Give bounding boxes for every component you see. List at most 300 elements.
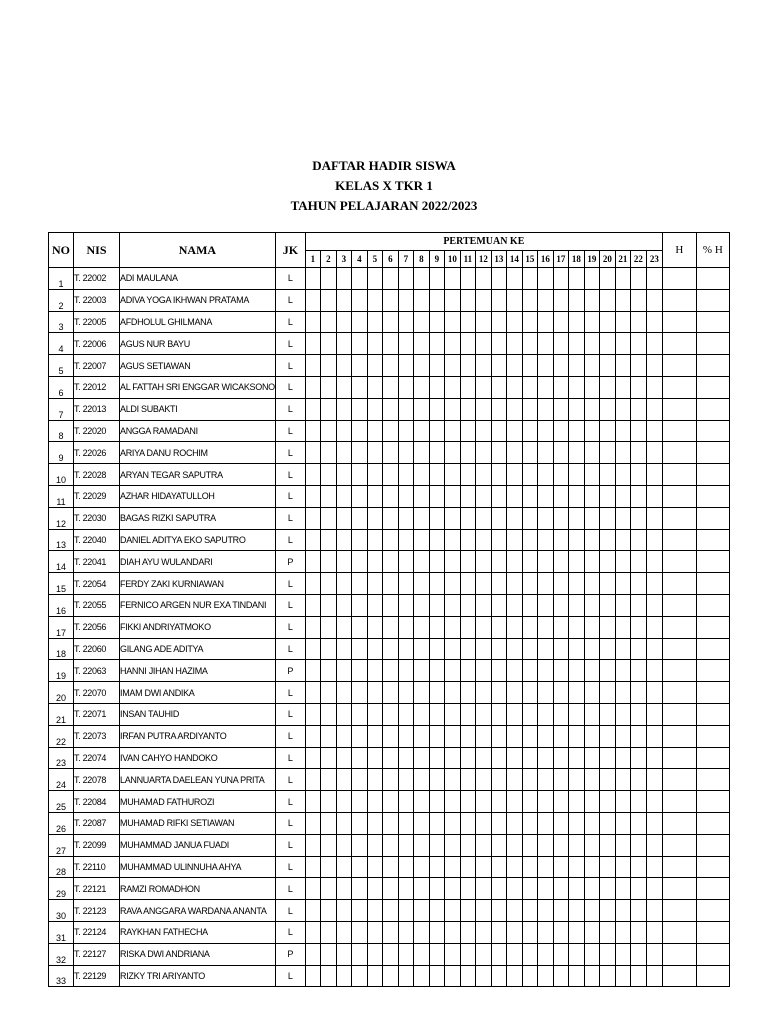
attendance-cell [599, 747, 615, 769]
attendance-cell [522, 442, 537, 464]
meeting-number: 21 [615, 251, 630, 268]
attendance-cell [444, 289, 460, 311]
attendance-cell [491, 703, 506, 725]
student-gender: L [275, 965, 305, 987]
attendance-cell [367, 289, 382, 311]
attendance-cell [382, 376, 398, 398]
percent-h-cell [696, 616, 729, 638]
attendance-cell [522, 594, 537, 616]
attendance-cell [305, 355, 320, 377]
attendance-cell [522, 791, 537, 813]
attendance-cell [568, 638, 584, 660]
student-name: FERNICO ARGEN NUR EXA TINDANI [120, 594, 276, 616]
attendance-cell [367, 703, 382, 725]
attendance-cell [522, 682, 537, 704]
student-gender: L [275, 573, 305, 595]
attendance-cell [506, 682, 522, 704]
attendance-cell [367, 507, 382, 529]
total-h-cell [662, 900, 696, 922]
attendance-cell [522, 289, 537, 311]
attendance-cell [568, 769, 584, 791]
attendance-cell [506, 834, 522, 856]
attendance-cell [444, 573, 460, 595]
attendance-cell [367, 725, 382, 747]
attendance-cell [537, 333, 553, 355]
student-name: GILANG ADE ADITYA [120, 638, 276, 660]
attendance-cell [630, 921, 646, 943]
percent-h-cell [696, 573, 729, 595]
attendance-cell [398, 594, 413, 616]
attendance-cell [382, 268, 398, 290]
attendance-cell [367, 900, 382, 922]
attendance-cell [584, 398, 599, 420]
attendance-cell [537, 725, 553, 747]
attendance-cell [320, 616, 336, 638]
student-no: 5 [49, 355, 74, 377]
table-row [49, 333, 730, 355]
attendance-cell [630, 594, 646, 616]
attendance-cell [646, 682, 662, 704]
attendance-cell [522, 311, 537, 333]
attendance-cell [460, 551, 475, 573]
attendance-cell [615, 464, 630, 486]
student-gender: L [275, 485, 305, 507]
student-gender: L [275, 268, 305, 290]
total-h-cell [662, 355, 696, 377]
attendance-cell [522, 638, 537, 660]
attendance-cell [491, 376, 506, 398]
attendance-cell [506, 660, 522, 682]
attendance-cell [630, 791, 646, 813]
attendance-cell [646, 616, 662, 638]
attendance-cell [599, 529, 615, 551]
meeting-number: 12 [475, 251, 491, 268]
total-h-cell [662, 725, 696, 747]
attendance-cell [506, 573, 522, 595]
attendance-cell [460, 289, 475, 311]
student-name: ADIVA YOGA IKHWAN PRATAMA [120, 289, 276, 311]
total-h-cell [662, 965, 696, 987]
attendance-cell [568, 878, 584, 900]
attendance-cell [413, 638, 429, 660]
attendance-cell [630, 747, 646, 769]
attendance-cell [584, 268, 599, 290]
header-h: H [662, 233, 696, 268]
attendance-cell [444, 594, 460, 616]
percent-h-cell [696, 442, 729, 464]
attendance-cell [320, 725, 336, 747]
student-nis: T. 22003 [74, 289, 120, 311]
attendance-cell [553, 616, 568, 638]
attendance-cell [522, 616, 537, 638]
attendance-cell [444, 376, 460, 398]
attendance-cell [444, 921, 460, 943]
attendance-cell [305, 551, 320, 573]
attendance-cell [584, 551, 599, 573]
attendance-cell [537, 965, 553, 987]
attendance-cell [537, 682, 553, 704]
attendance-cell [367, 834, 382, 856]
attendance-cell [475, 878, 491, 900]
attendance-cell [351, 485, 367, 507]
attendance-cell [320, 464, 336, 486]
student-nis: T. 22056 [74, 616, 120, 638]
attendance-cell [553, 791, 568, 813]
attendance-cell [351, 420, 367, 442]
attendance-cell [553, 573, 568, 595]
attendance-cell [398, 703, 413, 725]
attendance-cell [553, 725, 568, 747]
attendance-cell [351, 529, 367, 551]
student-no: 27 [49, 834, 74, 856]
attendance-cell [382, 682, 398, 704]
meeting-number: 11 [460, 251, 475, 268]
attendance-cell [646, 725, 662, 747]
attendance-cell [646, 551, 662, 573]
attendance-cell [522, 943, 537, 965]
student-name: RISKA DWI ANDRIANA [120, 943, 276, 965]
student-gender: P [275, 660, 305, 682]
attendance-cell [646, 791, 662, 813]
student-no: 26 [49, 812, 74, 834]
attendance-cell [351, 769, 367, 791]
attendance-cell [537, 442, 553, 464]
percent-h-cell [696, 965, 729, 987]
attendance-cell [506, 355, 522, 377]
attendance-cell [460, 943, 475, 965]
student-gender: L [275, 834, 305, 856]
attendance-cell [522, 485, 537, 507]
attendance-cell [537, 355, 553, 377]
student-nis: T. 22129 [74, 965, 120, 987]
attendance-cell [382, 355, 398, 377]
attendance-cell [429, 268, 444, 290]
table-row [49, 376, 730, 398]
attendance-cell [336, 769, 351, 791]
attendance-cell [568, 900, 584, 922]
attendance-cell [413, 616, 429, 638]
attendance-cell [553, 507, 568, 529]
attendance-cell [537, 507, 553, 529]
attendance-cell [506, 856, 522, 878]
attendance-cell [568, 398, 584, 420]
attendance-cell [444, 420, 460, 442]
attendance-cell [568, 355, 584, 377]
attendance-cell [630, 551, 646, 573]
student-name: AL FATTAH SRI ENGGAR WICAKSONO [120, 376, 276, 398]
student-name: MUHAMMAD ULINNUHA AHYA [120, 856, 276, 878]
attendance-cell [398, 289, 413, 311]
percent-h-cell [696, 878, 729, 900]
student-gender: P [275, 943, 305, 965]
attendance-cell [305, 725, 320, 747]
attendance-cell [336, 268, 351, 290]
attendance-cell [398, 376, 413, 398]
attendance-cell [336, 921, 351, 943]
attendance-cell [491, 485, 506, 507]
attendance-cell [398, 398, 413, 420]
attendance-cell [599, 616, 615, 638]
attendance-cell [568, 376, 584, 398]
attendance-cell [382, 834, 398, 856]
attendance-cell [553, 551, 568, 573]
attendance-cell [398, 769, 413, 791]
attendance-cell [367, 638, 382, 660]
attendance-cell [553, 660, 568, 682]
table-row [49, 682, 730, 704]
attendance-cell [646, 943, 662, 965]
student-name: FIKKI ANDRIYATMOKO [120, 616, 276, 638]
attendance-cell [320, 398, 336, 420]
student-no: 30 [49, 900, 74, 922]
student-no: 8 [49, 420, 74, 442]
student-nis: T. 22041 [74, 551, 120, 573]
attendance-cell [320, 834, 336, 856]
attendance-cell [491, 812, 506, 834]
student-gender: L [275, 878, 305, 900]
attendance-cell [460, 376, 475, 398]
student-gender: L [275, 529, 305, 551]
attendance-cell [537, 878, 553, 900]
attendance-cell [351, 376, 367, 398]
attendance-cell [460, 311, 475, 333]
attendance-cell [630, 376, 646, 398]
attendance-cell [413, 333, 429, 355]
attendance-cell [351, 878, 367, 900]
attendance-cell [460, 812, 475, 834]
attendance-cell [305, 747, 320, 769]
attendance-cell [320, 703, 336, 725]
attendance-cell [351, 965, 367, 987]
attendance-cell [305, 900, 320, 922]
attendance-cell [522, 703, 537, 725]
attendance-cell [599, 921, 615, 943]
attendance-cell [336, 660, 351, 682]
attendance-cell [460, 747, 475, 769]
attendance-cell [320, 878, 336, 900]
attendance-cell [537, 856, 553, 878]
table-row [49, 725, 730, 747]
attendance-cell [599, 420, 615, 442]
attendance-cell [382, 594, 398, 616]
attendance-cell [475, 921, 491, 943]
attendance-cell [320, 747, 336, 769]
attendance-cell [506, 594, 522, 616]
attendance-cell [320, 943, 336, 965]
attendance-cell [646, 638, 662, 660]
attendance-cell [475, 485, 491, 507]
attendance-cell [367, 791, 382, 813]
attendance-cell [336, 682, 351, 704]
attendance-cell [491, 747, 506, 769]
percent-h-cell [696, 660, 729, 682]
attendance-cell [320, 268, 336, 290]
percent-h-cell [696, 376, 729, 398]
attendance-cell [460, 420, 475, 442]
student-name: AZHAR HIDAYATULLOH [120, 485, 276, 507]
attendance-cell [429, 791, 444, 813]
table-row [49, 529, 730, 551]
attendance-cell [367, 682, 382, 704]
attendance-cell [382, 420, 398, 442]
attendance-cell [460, 638, 475, 660]
attendance-cell [413, 573, 429, 595]
header-pertemuan: PERTEMUAN KE [305, 233, 662, 251]
attendance-cell [599, 791, 615, 813]
table-row [49, 268, 730, 290]
student-no: 15 [49, 573, 74, 595]
attendance-cell [553, 769, 568, 791]
attendance-cell [537, 703, 553, 725]
attendance-cell [506, 812, 522, 834]
attendance-cell [429, 464, 444, 486]
attendance-cell [460, 703, 475, 725]
table-row [49, 398, 730, 420]
attendance-cell [491, 791, 506, 813]
attendance-cell [336, 703, 351, 725]
percent-h-cell [696, 529, 729, 551]
attendance-cell [351, 856, 367, 878]
student-nis: T. 22123 [74, 900, 120, 922]
attendance-cell [553, 638, 568, 660]
attendance-cell [506, 878, 522, 900]
attendance-cell [553, 289, 568, 311]
student-gender: L [275, 311, 305, 333]
attendance-cell [568, 420, 584, 442]
attendance-cell [336, 529, 351, 551]
attendance-cell [630, 573, 646, 595]
table-row [49, 485, 730, 507]
attendance-cell [568, 965, 584, 987]
total-h-cell [662, 856, 696, 878]
student-name: INSAN TAUHID [120, 703, 276, 725]
attendance-cell [615, 333, 630, 355]
attendance-cell [336, 355, 351, 377]
attendance-cell [367, 660, 382, 682]
attendance-cell [444, 965, 460, 987]
attendance-cell [506, 507, 522, 529]
attendance-cell [646, 507, 662, 529]
attendance-cell [630, 856, 646, 878]
attendance-cell [351, 573, 367, 595]
total-h-cell [662, 812, 696, 834]
student-list [49, 268, 730, 987]
attendance-cell [553, 878, 568, 900]
attendance-cell [460, 616, 475, 638]
student-nis: T. 22110 [74, 856, 120, 878]
attendance-cell [429, 921, 444, 943]
table-row [49, 311, 730, 333]
meeting-number: 13 [491, 251, 506, 268]
percent-h-cell [696, 507, 729, 529]
attendance-cell [351, 268, 367, 290]
attendance-cell [320, 442, 336, 464]
attendance-cell [568, 682, 584, 704]
total-h-cell [662, 398, 696, 420]
attendance-cell [599, 725, 615, 747]
attendance-cell [553, 834, 568, 856]
attendance-cell [615, 442, 630, 464]
attendance-cell [475, 616, 491, 638]
attendance-cell [522, 268, 537, 290]
attendance-cell [537, 791, 553, 813]
attendance-cell [584, 921, 599, 943]
attendance-cell [646, 747, 662, 769]
percent-h-cell [696, 834, 729, 856]
total-h-cell [662, 376, 696, 398]
student-nis: T. 22073 [74, 725, 120, 747]
attendance-cell [351, 464, 367, 486]
attendance-cell [491, 725, 506, 747]
student-gender: L [275, 507, 305, 529]
attendance-cell [413, 442, 429, 464]
table-row [49, 769, 730, 791]
percent-h-cell [696, 289, 729, 311]
attendance-cell [305, 965, 320, 987]
attendance-cell [413, 921, 429, 943]
attendance-cell [305, 529, 320, 551]
attendance-cell [382, 747, 398, 769]
attendance-cell [398, 616, 413, 638]
attendance-cell [413, 507, 429, 529]
attendance-cell [460, 965, 475, 987]
attendance-cell [491, 311, 506, 333]
attendance-cell [584, 660, 599, 682]
attendance-cell [429, 660, 444, 682]
attendance-cell [491, 921, 506, 943]
student-nis: T. 22029 [74, 485, 120, 507]
attendance-cell [630, 420, 646, 442]
attendance-cell [491, 333, 506, 355]
attendance-cell [506, 442, 522, 464]
attendance-cell [506, 485, 522, 507]
attendance-cell [320, 289, 336, 311]
attendance-cell [429, 289, 444, 311]
attendance-cell [305, 268, 320, 290]
attendance-cell [367, 376, 382, 398]
attendance-cell [382, 464, 398, 486]
attendance-cell [382, 900, 398, 922]
attendance-cell [320, 682, 336, 704]
attendance-cell [584, 485, 599, 507]
attendance-cell [475, 856, 491, 878]
attendance-cell [522, 551, 537, 573]
student-no: 24 [49, 769, 74, 791]
attendance-cell [553, 355, 568, 377]
student-gender: L [275, 289, 305, 311]
attendance-cell [615, 856, 630, 878]
student-no: 18 [49, 638, 74, 660]
attendance-cell [506, 900, 522, 922]
attendance-cell [320, 573, 336, 595]
attendance-cell [522, 660, 537, 682]
attendance-cell [305, 398, 320, 420]
attendance-cell [460, 594, 475, 616]
attendance-cell [615, 594, 630, 616]
attendance-cell [460, 725, 475, 747]
attendance-cell [336, 943, 351, 965]
attendance-cell [336, 638, 351, 660]
attendance-cell [398, 551, 413, 573]
attendance-cell [584, 355, 599, 377]
student-name: ALDI SUBAKTI [120, 398, 276, 420]
attendance-cell [398, 573, 413, 595]
percent-h-cell [696, 268, 729, 290]
table-row [49, 660, 730, 682]
attendance-cell [413, 769, 429, 791]
attendance-cell [336, 289, 351, 311]
student-no: 13 [49, 529, 74, 551]
